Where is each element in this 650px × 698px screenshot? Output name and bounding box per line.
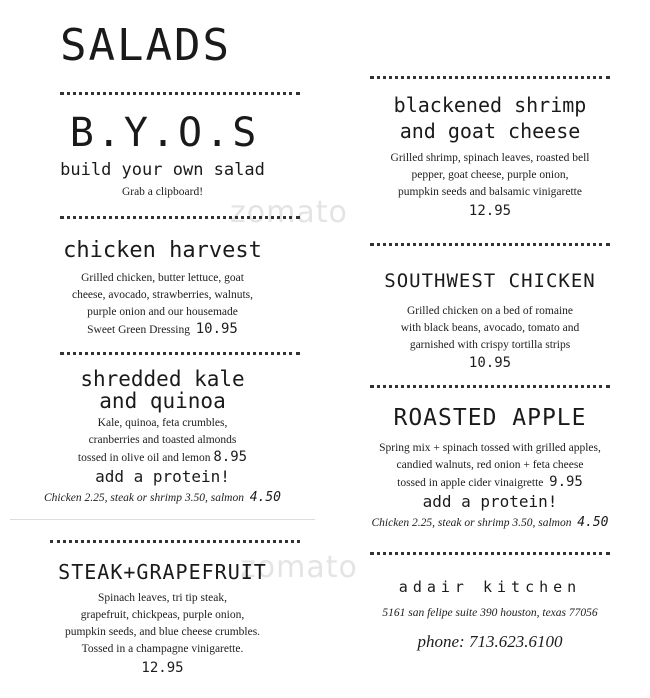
byos-subtitle: build your own salad	[60, 160, 265, 180]
apple-protein-line: Chicken 2.25, steak or shrimp 3.50, salmon 4.50	[371, 515, 609, 530]
byos-title: B.Y.O.S	[69, 110, 260, 156]
divider	[60, 92, 300, 95]
kale-desc: Kale, quinoa, feta crumbles, cranberries and toasted almonds tossed in olive oil and lemon 8.95	[77, 417, 248, 465]
apple-price: 9.95	[549, 474, 583, 490]
divider	[50, 540, 300, 543]
restaurant-phone: phone: 713.623.6100	[417, 632, 563, 651]
divider	[370, 76, 610, 79]
kale-price: 8.95	[213, 449, 248, 465]
apple-desc: Spring mix + spinach tossed with grilled apples, candied walnuts, red onion + feta cheese tossed in apple cider vinaigrette 9.95	[379, 442, 601, 490]
steak-desc: Spinach leaves, tri tip steak, grapefruit, chickpeas, purple onion, pumpkin seeds, and blue cheese crumbles. Tossed in a champagne vinigarette.	[64, 592, 261, 655]
torn-edge	[10, 505, 315, 520]
steak-title: STEAK+GRAPEFRUIT	[58, 560, 267, 584]
right-column	[330, 0, 650, 698]
steak-price: 12.95	[141, 660, 184, 676]
chicken-harvest-desc: Grilled chicken, butter lettuce, goat cheese, avocado, strawberries, walnuts, purple onion and our housemade Sweet Green Dressing 10.95	[71, 272, 254, 337]
divider	[60, 216, 300, 219]
shrimp-desc: Grilled shrimp, spinach leaves, roasted bell pepper, goat cheese, purple onion, pumpkin seeds and balsamic vinigarette	[390, 152, 590, 198]
kale-protein-title: add a protein!	[95, 467, 230, 486]
apple-title: ROASTED APPLE	[393, 405, 587, 431]
southwest-title: SOUTHWEST CHICKEN	[384, 270, 596, 292]
kale-title: shredded kale and quinoa	[80, 367, 245, 413]
southwest-price: 10.95	[468, 355, 512, 371]
watermark: zomato	[240, 550, 358, 585]
restaurant-address: 5161 san felipe suite 390 houston, texas 77056	[382, 607, 598, 619]
apple-protein-title: add a protein!	[422, 492, 558, 511]
divider	[60, 352, 300, 355]
shrimp-price: 12.95	[468, 203, 512, 219]
divider	[370, 552, 610, 555]
watermark: zomato	[230, 195, 348, 230]
shrimp-title: blackened shrimp and goat cheese	[393, 93, 587, 143]
divider	[370, 385, 610, 388]
byos-note: Grab a clipboard!	[121, 186, 204, 198]
restaurant-name: adair kitchen	[398, 578, 582, 596]
divider	[370, 243, 610, 246]
kale-protein-line: Chicken 2.25, steak or shrimp 3.50, salmon 4.50	[43, 490, 282, 505]
southwest-desc: Grilled chicken on a bed of romaine with black beans, avocado, tomato and garnished with crispy tortilla strips	[400, 305, 580, 351]
chicken-harvest-price: 10.95	[195, 321, 238, 337]
page-title: SALADS	[60, 20, 231, 71]
chicken-harvest-title: chicken harvest	[63, 238, 262, 263]
